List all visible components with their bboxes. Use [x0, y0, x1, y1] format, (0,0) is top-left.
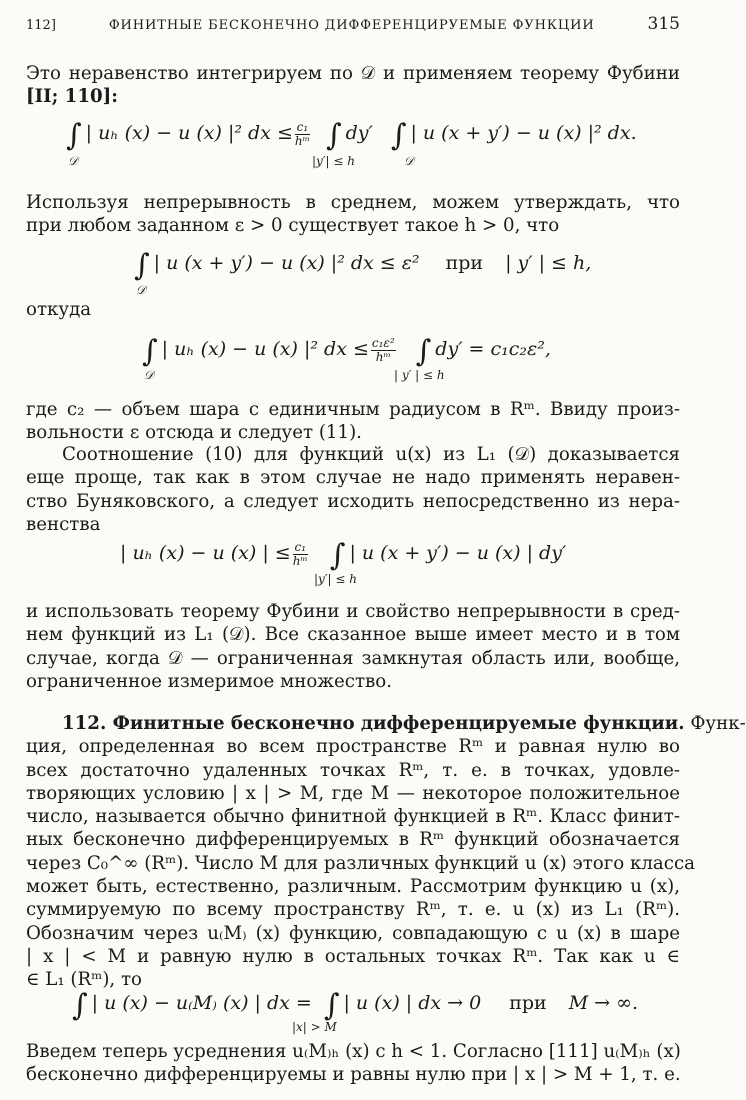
fraction-numerator: c₁ε²	[371, 335, 395, 350]
eq5-lhs: | u (x) − u₍M₎ (x) | dx =	[91, 992, 312, 1014]
text-line: нем функций из L₁ (𝒟). Все сказанное выше имеет место и в том	[26, 624, 680, 646]
text-line: [II; 110]:	[26, 86, 118, 108]
text-line: ных бесконечно дифференцируемых в Rᵐ функций обозначается	[26, 829, 680, 851]
eq5-rhs: | u (x) | dx → 0	[343, 992, 482, 1014]
integral-sign: ∫	[415, 334, 432, 369]
page-number: 315	[647, 14, 680, 34]
integral-sign: ∫	[142, 334, 158, 369]
integral-sign: ∫	[72, 988, 88, 1023]
integral-domain: 𝒟	[404, 154, 414, 168]
equation-5	[70, 988, 638, 1023]
text-line: еще проще, так как в этом случае не надо применять неравен-	[26, 467, 680, 489]
intro-paragraph	[26, 62, 680, 109]
text-line: ∈ L₁ (Rᵐ), то	[26, 969, 143, 991]
section-112	[26, 712, 746, 992]
text-line: всех достаточно удаленных точках Rᵐ, т. е. в точках, удовле-	[26, 759, 680, 781]
section-heading: 112. Финитные бесконечно дифференцируемые функции.	[62, 713, 685, 734]
fraction-denominator: hᵐ	[292, 553, 308, 568]
integral-sign: ∫	[325, 118, 342, 153]
eq2-word: при	[445, 252, 484, 274]
eq1-rhs: | u (x + y′) − u (x) |² dx.	[410, 122, 637, 144]
equation-2	[132, 248, 591, 283]
paragraph-continuity	[26, 191, 680, 238]
text-line: | x | < M и равную нулю в остальных точках Rᵐ. Так как u ∈	[26, 945, 680, 967]
integral-sign: ∫	[66, 118, 82, 153]
eq2-condition: | y′ | ≤ h,	[505, 252, 592, 274]
eq3-rhs: dy′ = c₁c₂ε²,	[435, 338, 551, 360]
text-line: при любом заданном ε > 0 существует такое h > 0, что	[26, 215, 560, 237]
paragraph-fubini	[26, 600, 680, 693]
text-line: ство Буняковского, а следует исходить непосредственно из нера-	[26, 490, 680, 512]
equation-3	[140, 334, 551, 369]
text-line: через C₀^∞ (Rᵐ). Число M для различных функций u (x) этого класса	[26, 852, 695, 874]
integral-domain: 𝒟	[68, 154, 78, 168]
text-line: Соотношение (10) для функций u(x) из L₁ (𝒟) доказывается	[62, 444, 680, 465]
fraction	[295, 121, 310, 148]
fraction	[293, 541, 308, 568]
paragraph-ball-volume	[26, 398, 680, 445]
eq4-rhs: | u (x + y′) − u (x) | dy′	[349, 542, 567, 564]
text-line: и использовать теорему Фубини и свойство непрерывности в сред-	[26, 601, 680, 622]
text-line: Введем теперь усреднения u₍M₎ₕ (x) с h < 1. Согласно [111] u₍M₎ₕ (x)	[26, 1041, 681, 1062]
fraction-denominator: hᵐ	[294, 133, 310, 148]
fraction-numerator: c₁	[296, 119, 309, 134]
integral-domain: |y′| ≤ h	[312, 154, 356, 168]
fraction-numerator: c₁	[294, 539, 307, 554]
integral-domain: |x| > M	[292, 1020, 337, 1034]
text-line	[26, 712, 746, 735]
text-fragment: Функ-	[690, 713, 746, 734]
paragraph-averaging	[26, 1040, 680, 1087]
eq5-limit: M → ∞.	[568, 992, 639, 1014]
text-line: Используя непрерывность в среднем, можем утверждать, что	[26, 192, 680, 213]
fraction	[371, 337, 396, 364]
text-line: Обозначим через u₍M₎ (x) функцию, совпадающую с u (x) в шаре	[26, 922, 680, 944]
header-title: ФИНИТНЫЕ БЕСКОНЕЧНО ДИФФЕРЕНЦИРУЕМЫЕ ФУНКЦИИ	[108, 18, 595, 33]
text-line: венства	[26, 513, 101, 535]
equation-1	[64, 118, 637, 153]
eq1-middle: dy′	[345, 122, 373, 144]
integral-sign: ∫	[323, 988, 340, 1023]
text-line: ограниченное измеримое множество.	[26, 670, 393, 692]
integral-sign: ∫	[329, 538, 346, 573]
text-line: случае, когда 𝒟 — ограниченная замкнутая область или, вообще,	[26, 647, 680, 669]
header-section-number: 112]	[26, 18, 56, 33]
eq4-lhs: | uₕ (x) − u (x) | ≤	[120, 542, 291, 564]
integral-domain: |y′| ≤ h	[314, 572, 358, 586]
paragraph-relation-10	[26, 443, 680, 536]
eq3-lhs: | uₕ (x) − u (x) |² dx ≤	[161, 338, 369, 360]
fraction-denominator: hᵐ	[375, 349, 391, 364]
text-line: вольности ε отсюда и следует (11).	[26, 422, 362, 444]
integral-domain: | y′ | ≤ h	[394, 368, 445, 382]
integral-sign: ∫	[390, 118, 407, 153]
text-line: бесконечно дифференцируемы и равны нулю при | x | > M + 1, т. е.	[26, 1064, 681, 1086]
text-line: Это неравенство интегрируем по 𝒟 и применяем теорему Фубини	[26, 63, 680, 84]
eq1-lhs: | uₕ (x) − u (x) |² dx ≤	[85, 122, 293, 144]
eq2-body: | u (x + y′) − u (x) |² dx ≤ ε²	[153, 252, 420, 274]
integral-domain: 𝒟	[144, 368, 154, 382]
text-line: творяющих условию | x | > M, где M — некоторое положительное	[26, 782, 680, 804]
text-line: может быть, естественно, различным. Рассмотрим функцию u (x),	[26, 876, 680, 898]
integral-sign: ∫	[134, 248, 150, 283]
text-line: откуда	[26, 299, 92, 320]
text-line: суммируемую по всему пространству Rᵐ, т. е. u (x) из L₁ (Rᵐ).	[26, 899, 680, 921]
text-line: где c₂ — объем шара с единичным радиусом в Rᵐ. Ввиду произ-	[26, 399, 680, 420]
word-otkuda	[26, 298, 680, 321]
running-header	[26, 14, 680, 38]
text-line: число, называется обычно финитной функцией в Rᵐ. Класс финит-	[26, 806, 680, 828]
text-line: ция, определенная во всем пространстве Rᵐ и равная нулю во	[26, 736, 680, 758]
eq5-word: при	[509, 992, 547, 1014]
integral-domain: 𝒟	[136, 283, 146, 297]
equation-4	[120, 538, 566, 573]
